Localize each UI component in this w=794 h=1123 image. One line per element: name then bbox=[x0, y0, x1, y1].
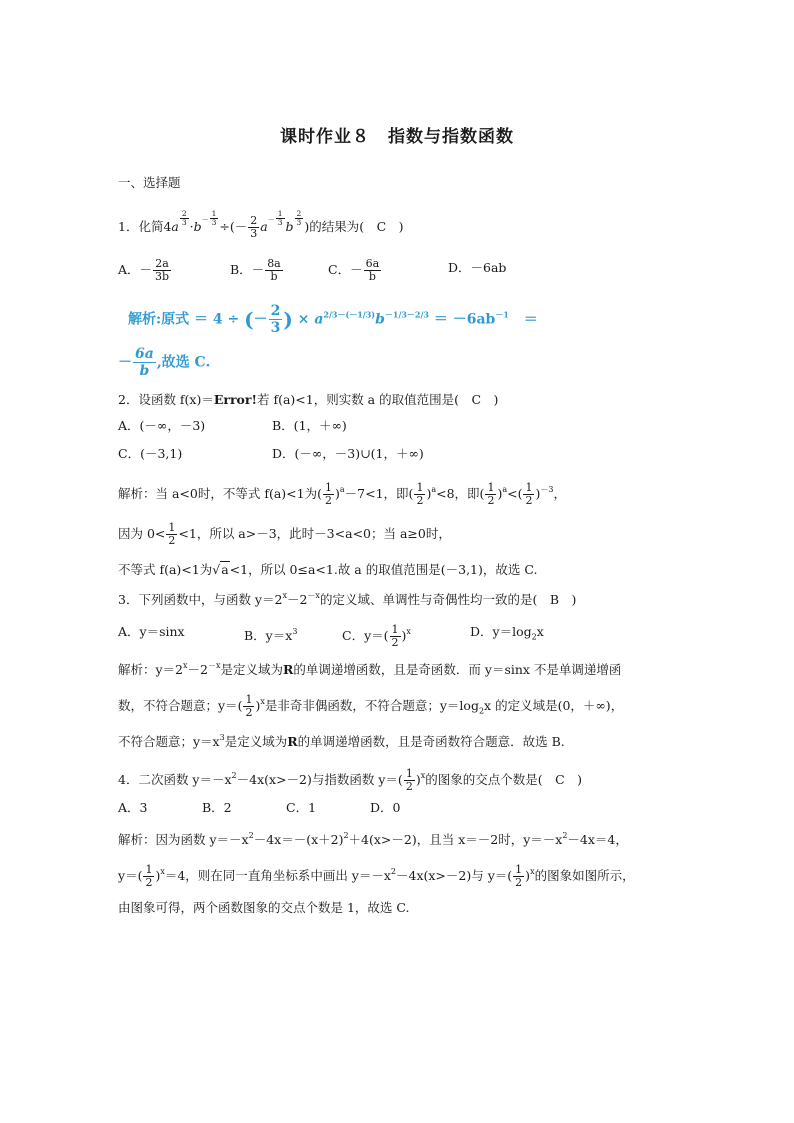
q3-solution-line2: 数，不符合题意；y＝( $\frac{1}{2}$ )$^x$是非奇非偶函数，不符合题意；$y=\log_2x$ 的定义域是(0，＋∞)， bbox=[118, 693, 624, 719]
q1-option-c: C．－ $\frac{6a}{b}$ bbox=[328, 257, 380, 283]
q3-option-d: D．$y=\log_2x$ bbox=[470, 624, 544, 642]
q4-solution-line2: y＝( $\frac{1}{2}$ )$^x$＝4，则在同一直角坐标系中画出 $y=-x^2-4x(x>-2)$与 y＝( $\frac{1}{2}$ )$^x$的图象如图所示， bbox=[118, 863, 635, 889]
q1-stem-post: )的结果为( C ) bbox=[304, 219, 404, 234]
q4-option-c: C．1 bbox=[286, 800, 317, 815]
q2-option-a: A．(－∞，－3) bbox=[118, 418, 206, 433]
q3-solution-line1: 解析：$y=2^x-2^{-x}$是定义域为R的单调递增函数，且是奇函数．而 y＝sinx 不是单调递增函 bbox=[118, 661, 622, 677]
page-title: 课时作业８ 指数与指数函数 bbox=[280, 127, 514, 147]
q3-option-c: C．y＝( $\frac{1}{2}$ )$^x$ bbox=[342, 623, 411, 649]
q2-solution-line2: 因为 0< $\frac{1}{2}$ <1，所以 a>－3，此时－3<a<0；当 a≥0时， bbox=[118, 521, 451, 547]
q1-a2-exp: $\frac{1}{3}$ bbox=[277, 209, 283, 227]
q4-solution-line3: 由图象可得，两个函数图象的交点个数是 1，故选 C. bbox=[118, 900, 410, 915]
q1-dot-b: · bbox=[189, 219, 194, 234]
q2-solution-line1: 解析：当 a<0时，不等式 f(a)<1为( $\frac{1}{2}$ )$^a$－7<1，即( $\frac{1}{2}$ )$^a$<8，即( $\frac{1}{2}$ )$^a$<( $\frac{1}{2}$ )$^{-3}$， bbox=[118, 481, 566, 507]
q4-solution-line1: 解析：因为函数 $y=-x^2-4x=-(x+2)^2+4(x>-2)$，且当 x＝－2时，$y=-x^2-4x=4$， bbox=[118, 831, 628, 847]
q3-option-a: A．y＝sinx bbox=[118, 624, 185, 639]
q4-option-b: B．2 bbox=[202, 800, 232, 815]
q3-option-b: B．$y=x^3$ bbox=[244, 627, 298, 643]
q2-option-d: D．(－∞，－3)∪(1，＋∞) bbox=[272, 446, 424, 461]
q1-b2-exp: $\frac{2}{3}$ bbox=[296, 209, 302, 227]
q4-stem: 4．二次函数 $y=-x^2-4x(x>-2)$与指数函数 y＝( $\frac{1}{2}$ )$^x$的图象的交点个数是( C ) bbox=[118, 767, 583, 793]
q1-a-exp: $\frac{2}{3}$ bbox=[181, 209, 187, 227]
q1-option-d: D．－6ab bbox=[448, 260, 507, 275]
section-heading: 一、选择题 bbox=[118, 175, 181, 190]
q1-stem-pre: 1．化简4 bbox=[118, 219, 172, 234]
q1-solution-label: 解析:原式 ＝ 4 ÷ bbox=[128, 311, 240, 328]
q2-option-b: B．(1，＋∞) bbox=[272, 418, 347, 433]
q1-stem: 1．化简4a $\frac{2}{3}$ ·b－ $\frac{1}{3}$ ÷(－ $\frac{2}{3}$ a－ $\frac{1}{3}$ b $\frac{2}{3}$ )的结果为( C ) bbox=[118, 209, 404, 240]
q1-option-b: B．－ $\frac{8a}{b}$ bbox=[230, 257, 281, 283]
q1-solution-line2: － $\frac{6a}{b}$ ,故选 C. bbox=[118, 346, 211, 379]
q4-option-a: A．3 bbox=[118, 800, 148, 815]
q1-option-a: A．－ $\frac{2a}{3b}$ bbox=[118, 257, 170, 283]
q1-solution-line1: 解析:原式 ＝ 4 ÷ (－ $\frac{2}{3}$ ) × $a^{2/3-(-1/3)}b^{-1/3-2/3} = -6ab^{-1}$ ＝ bbox=[128, 303, 538, 336]
q1-coef: $\frac{2}{3}$ bbox=[250, 214, 258, 240]
q1-div: ÷(－ bbox=[219, 219, 248, 234]
q2-solution-line3: 不等式 f(a)<1为√a<1，所以 0≤a<1.故 a 的取值范围是(－3,1)，故选 C. bbox=[118, 562, 538, 577]
q2-stem: 2．设函数 f(x)＝Error!若 f(a)<1，则实数 a 的取值范围是( C ) bbox=[118, 392, 499, 407]
q4-option-d: D．0 bbox=[370, 800, 401, 815]
q3-solution-line3: 不符合题意；$y=x^3$是定义域为R的单调递增函数，且是奇函数符合题意．故选 B. bbox=[118, 733, 565, 749]
q2-option-c: C．(－3,1) bbox=[118, 446, 183, 461]
q3-stem: 3．下列函数中，与函数 $y=2^x-2^{-x}$的定义域、单调性与奇偶性均一致的是( B ) bbox=[118, 591, 577, 607]
q1-b-exp: $\frac{1}{3}$ bbox=[211, 209, 217, 227]
